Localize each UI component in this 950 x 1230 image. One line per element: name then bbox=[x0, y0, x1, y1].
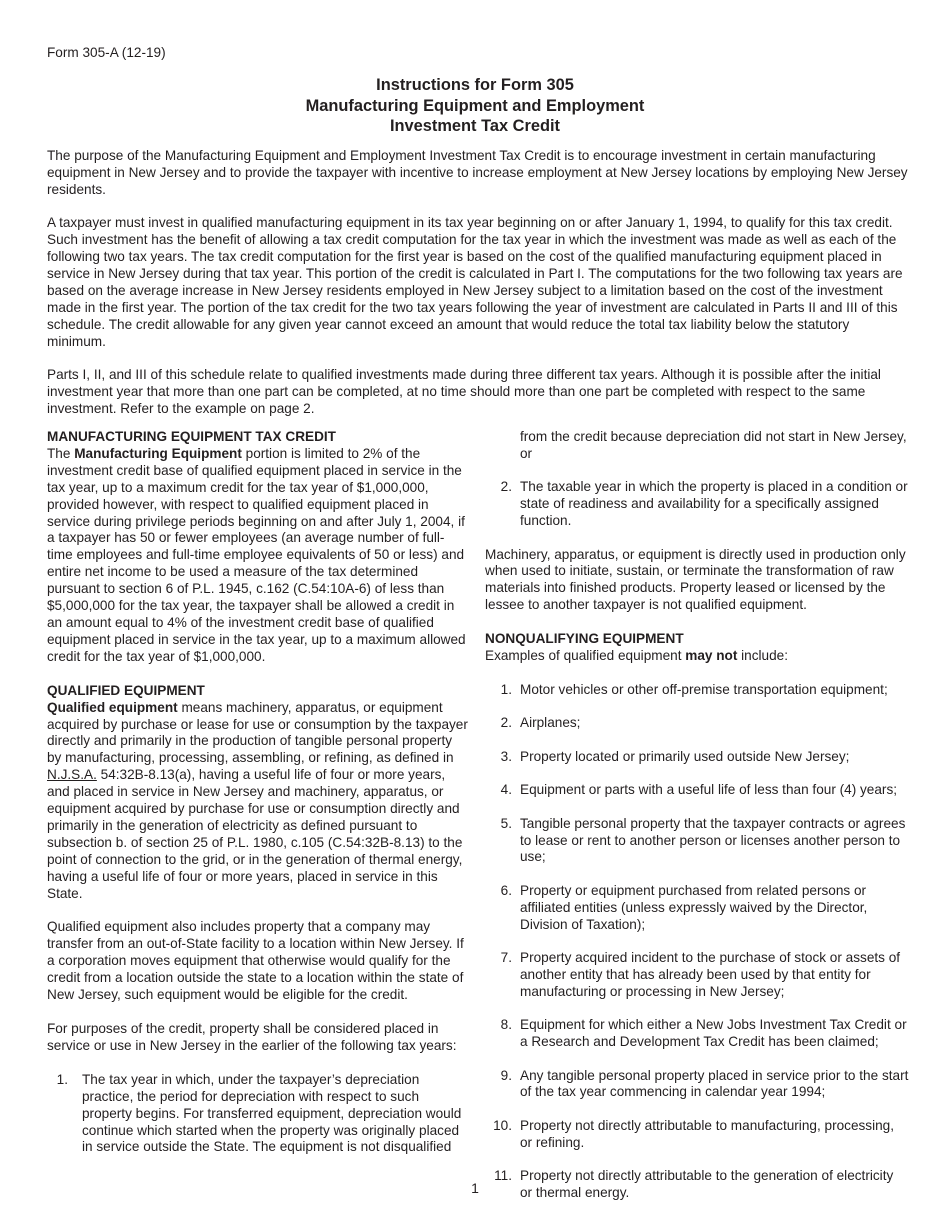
mfg-heading: MANUFACTURING EQUIPMENT TAX CREDIT bbox=[47, 429, 336, 444]
title-line-3: Investment Tax Credit bbox=[389, 117, 561, 135]
list-item: 10. Property not directly attributable to manufacturing, processing, or refining. bbox=[493, 1117, 895, 1150]
mfg-paragraph bbox=[47, 446, 468, 666]
qualified-body-2: 54:32B-8.13(a), having a useful life of four or more years, and placed in service in New Jersey and machinery, apparatus, or equipment acquired by purchase for use or consumption directly and primarily in the generation of electricity as defined pursuant to subsection b. of section 25 of P.L. 1980, c.105 (C.54:32B-8.13) to the point of connection to the grid, or in the generation of thermal energy, having a useful life of four or more years, placed in service in this State. bbox=[47, 767, 463, 901]
qualified-heading: QUALIFIED EQUIPMENT bbox=[47, 682, 205, 698]
intro-paragraph-parts: Parts I, II, and III of this schedule relate to qualified investments made during three different tax years. Although it is possible after the initial investment year that more than one part can be completed, at no time should more than one part be completed with respect to the same investment. Refer to the example on page 2. bbox=[47, 366, 881, 416]
placed-in-service-list bbox=[47, 1072, 468, 1157]
mfg-bold-term: Manufacturing Equipment bbox=[74, 445, 242, 461]
placed-in-service-paragraph: For purposes of the credit, property shall be considered placed in service or use in New Jersey in the earlier of the following tax years: bbox=[47, 1021, 457, 1053]
left-column bbox=[47, 429, 468, 1173]
direct-use-paragraph: Machinery, apparatus, or equipment is directly used in production only when used to initiate, sustain, or terminate the transformation of raw materials into finished products. Property leased or licensed by the lessee to another taxpayer is not qualified equipment. bbox=[485, 546, 906, 613]
placed-in-service-list-cont bbox=[485, 479, 909, 530]
mfg-lead: The bbox=[47, 445, 75, 461]
page-number: 1 bbox=[471, 1180, 479, 1196]
qualified-paragraph bbox=[47, 700, 468, 903]
list-item: 6. Property or equipment purchased from related persons or affiliated entities (unless expressly waived by the Director, Division of Taxation); bbox=[500, 882, 868, 932]
list-item: 8. Equipment for which either a New Jobs Investment Tax Credit or a Research and Development Tax Credit has been claimed; bbox=[500, 1017, 907, 1050]
list-item: 11. Property not directly attributable to the generation of electricity or thermal energy. bbox=[494, 1168, 894, 1201]
list-item: 1. The tax year in which, under the taxpayer’s depreciation practice, the period for depreciation with respect to such property begins. For transferred equipment, depreciation would continue which started when the property was originally placed in service outside the State. The equipment is not disqualified bbox=[56, 1071, 462, 1155]
list-item: 9. Any tangible personal property placed in service prior to the start of the tax year commencing in calendar year 1994; bbox=[500, 1067, 909, 1100]
nonqualifying-intro: Examples of qualified equipment may not include: bbox=[485, 648, 789, 664]
qualified-transfer-paragraph: Qualified equipment also includes property that a company may transfer from an out-of-State facility to a location within New Jersey. If a corporation moves equipment that otherwise would qualify for the credit from a location outside the state to a location within the state of New Jersey, such equipment would be eligible for the credit. bbox=[47, 919, 464, 1003]
page-title bbox=[0, 75, 950, 137]
njsa-reference: N.J.S.A. bbox=[47, 767, 97, 783]
nonqualifying-list bbox=[485, 682, 909, 1202]
title-line-2: Manufacturing Equipment and Employment bbox=[305, 96, 645, 115]
list-item: 2. Airplanes; bbox=[500, 715, 581, 731]
title-line-1: Instructions for Form 305 bbox=[376, 76, 574, 94]
right-column bbox=[485, 429, 909, 1219]
list-item: 7. Property acquired incident to the purchase of stock or assets of another entity that has already been used by that entity for manufacturing or processing in New Jersey; bbox=[500, 950, 901, 999]
list-item: 3. Property located or primarily used outside New Jersey; bbox=[500, 748, 850, 764]
list-item: 4. Equipment or parts with a useful life of less than four (4) years; bbox=[500, 782, 898, 798]
list-item: 1. Motor vehicles or other off-premise transportation equipment; bbox=[500, 681, 888, 697]
list-item-continuation: from the credit because depreciation did not start in New Jersey, or bbox=[520, 429, 907, 461]
may-not-bold: may not bbox=[685, 648, 738, 664]
qualified-bold-term: Qualified equipment bbox=[47, 699, 178, 715]
intro-paragraph-investment: A taxpayer must invest in qualified manufacturing equipment in its tax year beginning on or after January 1, 1994, to qualify for this tax credit. Such investment has the benefit of allowing a tax credit computation for the tax year in which the investment was made as well as each of the following two tax years. The tax credit computation for the first year is based on the cost of the qualified manufacturing equipment placed in service in New Jersey during that tax year. This portion of the credit is calculated in Part I. The computations for the two following tax years are based on the average increase in New Jersey residents employed in New Jersey subject to a limitation based on the cost of the investment made in the first year. The portion of the tax credit for the two tax years following the year of investment are calculated in Parts II and III of this schedule. The credit allowable for any given year cannot exceed an amount that would reduce the total tax liability below the statutory minimum. bbox=[47, 215, 903, 349]
list-item: 2. The taxable year in which the property is placed in a condition or state of readiness and availability for a specifically assigned function. bbox=[500, 479, 908, 529]
intro-paragraph-purpose: The purpose of the Manufacturing Equipment and Employment Investment Tax Credit is to encourage investment in certain manufacturing equipment in New Jersey and to provide the taxpayer with incentive to increase employment at New Jersey locations by employing New Jersey residents. bbox=[47, 148, 908, 197]
list-item: 5. Tangible personal property that the taxpayer contracts or agrees to lease or rent to another person or licenses another person to use; bbox=[500, 815, 906, 865]
mfg-body: portion is limited to 2% of the investment credit base of qualified equipment placed in service in the tax year, up to a maximum credit for the tax year of $1,000,000, provided however, with respect to qualified equipment placed in service during privilege periods beginning on and after July 1, 2004, if a taxpayer has 50 or fewer employees (an average number of full-time employees and full-time employee equivalents of 50 or less) and entire net income to be used a measure of the tax determined pursuant to section 6 of P.L. 1945, c.162 (C.54:10A-6) of less than $5,000,000 for the tax year, the taxpayer shall be allowed a credit in an amount equal to 4% of the investment credit base of qualified equipment placed in service in the tax year, up to a maximum allowed credit for the tax year of $1,000,000. bbox=[47, 445, 466, 664]
nonqualifying-heading: NONQUALIFYING EQUIPMENT bbox=[485, 631, 684, 647]
intro-section bbox=[47, 148, 909, 434]
form-id: Form 305-A (12-19) bbox=[47, 45, 166, 60]
qualified-body-1: means machinery, apparatus, or equipment acquired by purchase or lease for use or consumption by the taxpayer directly and primarily in the production of tangible personal property by manufacturing, processing, assembling, or refining, as defined in bbox=[47, 699, 468, 766]
